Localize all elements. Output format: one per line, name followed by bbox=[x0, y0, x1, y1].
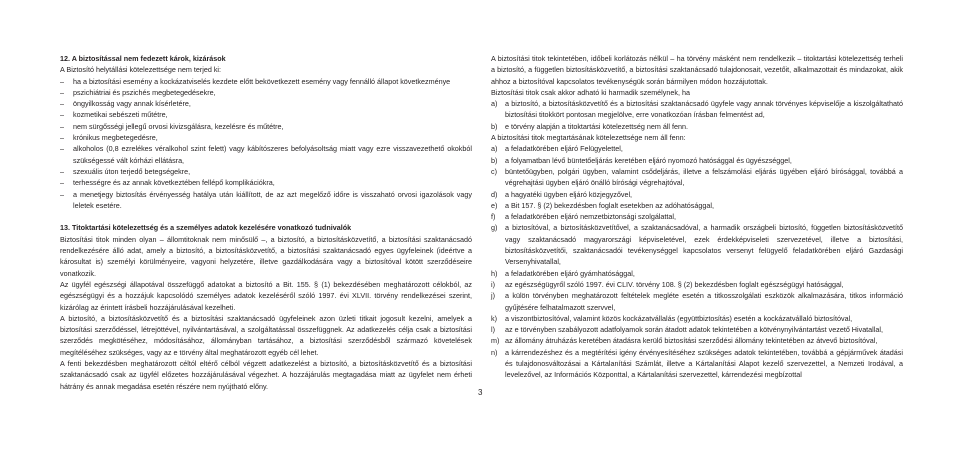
list-item: – szexuális úton terjedő betegségekre, bbox=[60, 166, 191, 176]
list-item: k) a viszontbiztosítóval, valamint közös kockázatvállalás (együttbiztosítás) esetén a kockázatvállaló biztosítóval, bbox=[491, 313, 853, 323]
list-item: – a menetjegy biztosítás érvényesség hatálya után kiállított, de az azt megelőző időre is visszaható orvosi igazolások vagy leletek esetére. bbox=[60, 189, 472, 210]
list-item: – terhességre és az annak következtében fellépő komplikációkra, bbox=[60, 178, 275, 188]
paragraph: A biztosítási titok megtartásának kötelezettsége nem áll fenn: bbox=[491, 133, 686, 143]
list-item: e) a Bit 157. § (2) bekezdésben foglalt esetekben az adóhatósággal, bbox=[491, 200, 714, 210]
list-item: h) a feladatkörében eljáró gyámhatósággal, bbox=[491, 268, 635, 278]
paragraph: Biztosítási titok minden olyan – állomtitoknak nem minősülő –, a biztosító, a biztosításközvetítő, a biztosítási szaktanácsadó rendelkezésére álló adat, amely a biztosító, a biztosításközvetítő, a biztosítási szaktanácsadó egyes ügyfeleinek (ideértve a károsultat is) személyi körülményeire, vagyoni helyzetére, illetve gazdálkodására vagy a biztosítóval kötött szerződéseire vonatkozik. bbox=[60, 234, 472, 278]
disclosure-list bbox=[491, 98, 903, 132]
list-item: f) a feladatkörében eljáró nemzetbiztonsági szolgálattal, bbox=[491, 212, 677, 222]
list-item: m) az állomány átruházás keretében átadásra kerülő biztosítási szerződési állomány tekintetében az átvevő biztosítóval, bbox=[491, 336, 878, 346]
page-number: 3 bbox=[478, 388, 483, 397]
paragraph: A biztosító, a biztosításközvetítő és a biztosítási szaktanácsadó ügyfeleinek azon üzleti titkait jogosult kezelni, amelyek a biztosítási szerződéssel, létrejöttével, nyilvántartásával, a szolgáltatással összefüggnek. Az adatkezelés célja csak a biztosítási szerződés megkötéséhez, módosításához, állományban tartásához, a biztosítási szerződésből származó követelések megítéléséhez szükséges, vagy az e törvény által meghatározott egyéb cél lehet. bbox=[60, 313, 472, 357]
list-item: g) a biztosítóval, a biztosításközvetítővel, a szaktanácsadóval, a harmadik országbeli biztosító, független biztosításközvetítő vagy szaktanácsadó magyarországi képviseletével, ezek érdekképviseleti szervezetével, illetve a biztosítási, biztosításközvetítői, szaktanácsadói tevékenységgel kapcsolatos versenyt felügyelő feladatkörében eljáró Gazdasági Versenyhivatallal, bbox=[491, 223, 903, 267]
section-12-heading: 12. A biztosítással nem fedezett károk, kizárások bbox=[60, 54, 226, 63]
list-item: – pszichiátriai és pszichés megbetegedésekre, bbox=[60, 87, 216, 97]
list-item: a) a feladatkörében eljáró Felügyelettel, bbox=[491, 144, 623, 154]
list-item: – ha a biztosítási esemény a kockázatviselés kezdete előtt bekövetkezett esemény vagy fennálló állapot következménye bbox=[60, 76, 451, 86]
list-item: – krónikus megbetegedésre, bbox=[60, 133, 158, 143]
list-item: j) a külön törvényben meghatározott feltételek meglétе esetén a titkosszolgálati eszközök alkalmazására, titkos információ gyűjtésére felhatalmazott szervvel, bbox=[491, 291, 903, 312]
paragraph: A fenti bekezdésben meghatározott céltól eltérő célból végzett adatkezelést a biztosító, a biztosításközvetítő és a biztosítási szaktanácsadó csak az ügyfél előzetes hozzájárulásával végezhet. A hozzájárulás megtagadása miatt az ügyfelet nem érheti hátrány és annak megadása esetén részére nem nyújtható előny. bbox=[60, 359, 472, 391]
exception-list bbox=[491, 143, 903, 380]
list-item: d) a hagyatéki ügyben eljáró közjegyzővel, bbox=[491, 189, 633, 199]
list-item: b) a folyamatban lévő büntetőeljárás keretében eljáró nyomozó hatósággal és ügyészséggel, bbox=[491, 155, 792, 165]
list-item: i) az egészségügyről szóló 1997. évi CLIV. törvény 108. § (2) bekezdésben foglalt egészségügyi hatósággal, bbox=[491, 279, 844, 289]
list-item: – nem sürgősségi jellegű orvosi kivizsgálásra, kezelésre és műtétre, bbox=[60, 121, 284, 131]
list-item: c) büntetőügyben, polgári ügyben, valamint csődeljárás, illetve a felszámolási eljárás ügyében eljáró bírósággal, továbbá a végrehajtási ügyben eljáró önálló bírósági végrehajtóval, bbox=[491, 166, 903, 188]
paragraph: Az ügyfél egészségi állapotával összefüggő adatokat a biztosító a Bit. 155. § (1) bekezdésében meghatározott célokból, az egészségügyi és a hozzájuk kapcsolódó személyes adatok kezeléséről szóló 1997. évi XLVII. törvény rendelkezései szerint, kizárólag az érintett írásbeli hozzájárulásával kezelheti. bbox=[60, 279, 472, 312]
list-item: b) e törvény alapján a titoktartási kötelezettség nem áll fenn. bbox=[491, 121, 688, 131]
list-item: n) a kárrendezéshez és a megtérítési igény érvényesítéséhez szükséges adatok tekintetében, továbbá a gépjárművek átadási és tulajdonosváltozásai a Kártalanítási Számlát, illetve a Kártalanítási Alapot kezelő szervezettel, a Nemzeti Irodával, a levelezővel, az Információs Központtal, a Kártalanítási szervezettel, kárrendezési megbízottal bbox=[491, 347, 903, 380]
left-column bbox=[60, 53, 472, 392]
list-item: – alkoholos (0,8 ezrelékes véralkohol szint felett) vagy kábítószeres befolyásoltság miatt vagy ezre visszavezethető okokból szükségessé vált kórházi ellátásra, bbox=[60, 144, 472, 165]
paragraph: Biztosítási titok csak akkor adható ki harmadik személynek, ha bbox=[491, 87, 690, 97]
list-item: l) az e törvényben szabályozott adatfolyamok során átadott adatok tekintetében a kötvénynyilvántartást vezető Hivatallal, bbox=[491, 325, 883, 335]
section-12-intro: A Biztosító helytállási kötelezettsége nem terjed ki: bbox=[60, 65, 222, 75]
list-item: a) a biztosító, a biztosításközvetítő és a biztosítási szaktanácsadó ügyfele vagy annak törvényes képviselője a kiszolgáltatható biztosítási titokkört pontosan megjelölve, erre vonatkozóan írásban felmentést ad, bbox=[491, 99, 903, 120]
exclusion-list bbox=[60, 76, 472, 212]
section-13-heading: 13. Titoktartási kötelezettség és a személyes adatok kezelésére vonatkozó tudnivalók bbox=[60, 223, 352, 233]
list-item: – kozmetikai sebészeti műtétre, bbox=[60, 110, 168, 120]
list-item: – öngyilkosság vagy annak kísérletére, bbox=[60, 99, 191, 109]
paragraph: A biztosítási titok tekintetében, időbeli korlátozás nélkül – ha törvény másként nem rendelkezik – titoktartási kötelezettség terheli a biztosító, a független biztosításközvetítő, a biztosítási szaktanácsadó tulajdonosait, vezetőit, alkalmazottait és mindazokat, akik ahhoz a biztosítóval kapcsolatos tevékenységük során bármilyen módon hozzájutottak. bbox=[491, 54, 903, 86]
right-column bbox=[491, 53, 903, 381]
